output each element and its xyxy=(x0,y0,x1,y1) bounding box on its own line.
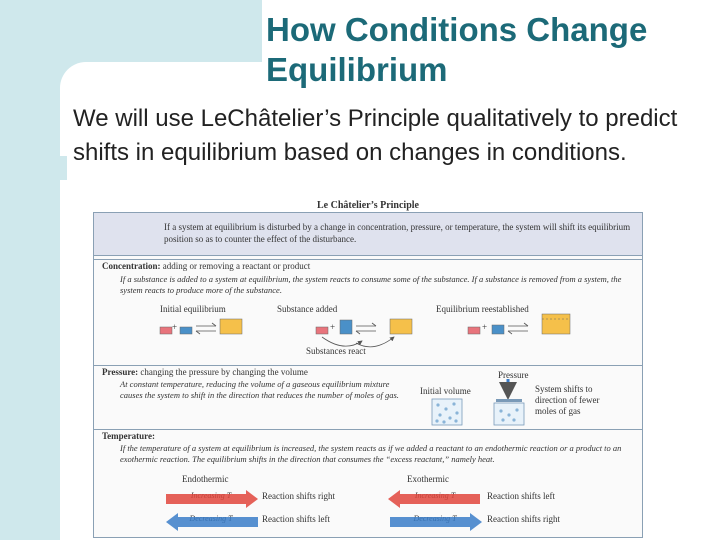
title-line-2: Equilibrium xyxy=(266,51,448,88)
bar-added-product xyxy=(390,319,412,334)
equilibrium-arrows-3 xyxy=(508,323,528,334)
pressure-description: At constant temperature, reducing the volume of a gaseous equilibrium mixture causes the system to shift in the direction that reduces the number of moles of gas. xyxy=(120,379,399,400)
temperature-description: If the temperature of a system at equilibrium is increased, the system reacts as if we added a reactant to an endothermic reaction or a product to an exothermic reaction. The equilibrium shifts in the direction that consumes the “excess reactant,” namely heat. xyxy=(120,443,622,464)
piston xyxy=(496,399,522,402)
bar-final-reactant-a xyxy=(468,327,480,334)
plus-sign-2: + xyxy=(330,322,336,332)
endo-decreasing-arrow xyxy=(166,513,258,531)
plus-sign-3: + xyxy=(482,322,488,332)
react-arrow-left xyxy=(322,337,362,346)
figure-box xyxy=(93,212,643,538)
endo-shift-right: Reaction shifts right xyxy=(262,491,335,501)
bar-initial-reactant-a xyxy=(160,327,172,334)
slide-body-text: We will use LeChâtelier’s Principle qualitatively to predict shifts in equilibrium based on changes in conditions. xyxy=(73,105,678,166)
exo-decreasing-arrow xyxy=(390,513,482,531)
exo-shift-left: Reaction shifts left xyxy=(487,491,555,501)
figure-graphics xyxy=(94,213,642,537)
label-endothermic: Endothermic xyxy=(182,474,229,484)
label-equilibrium-reestablished: Equilibrium reestablished xyxy=(436,304,529,314)
exo-increasing-arrow xyxy=(388,490,480,508)
concentration-heading-rest: adding or removing a reactant or product xyxy=(160,261,311,271)
endo-increasing-arrow xyxy=(166,490,258,508)
label-system-shifts: System shifts to direction of fewer moles of gas xyxy=(535,384,600,416)
label-initial-equilibrium: Initial equilibrium xyxy=(160,304,226,314)
bar-added-reactant-b xyxy=(340,320,352,334)
equilibrium-arrows-1 xyxy=(196,323,216,334)
label-initial-volume: Initial volume xyxy=(420,386,471,396)
concentration-heading-bold: Concentration: xyxy=(102,261,161,271)
label-pressure: Pressure xyxy=(498,370,529,380)
react-arrow-right xyxy=(356,337,394,347)
pressure-heading-rest: changing the pressure by changing the volume xyxy=(138,367,308,377)
exo-shift-right: Reaction shifts right xyxy=(487,514,560,524)
bar-added-reactant-a xyxy=(316,327,328,334)
bar-final-product xyxy=(542,314,570,334)
slide-title xyxy=(266,10,706,90)
bar-initial-reactant-b xyxy=(180,327,192,334)
plus-sign-1: + xyxy=(172,322,178,332)
pressure-heading-bold: Pressure: xyxy=(102,367,139,377)
temperature-heading-bold: Temperature: xyxy=(102,431,155,441)
endo-shift-left: Reaction shifts left xyxy=(262,514,330,524)
title-line-1: How Conditions Change xyxy=(266,11,648,48)
equilibrium-arrows-2 xyxy=(356,323,376,334)
slide-side-band xyxy=(0,100,60,540)
figure-title: Le Châtelier’s Principle xyxy=(316,200,419,211)
bar-initial-product xyxy=(220,319,242,334)
concentration-description: If a substance is added to a system at equilibrium, the system reacts to consume some of the substance. If a substance is removed from a system, the system reacts to produce more of the substance. xyxy=(120,274,622,295)
figure-intro-text: If a system at equilibrium is disturbed by a change in concentration, pressure, or temperature, the system will shift its equilibrium position so as to counter the effect of the disturbance. xyxy=(164,222,631,244)
label-substance-added: Substance added xyxy=(277,304,338,314)
label-exothermic: Exothermic xyxy=(407,474,449,484)
bar-final-reactant-b xyxy=(492,325,504,334)
le-chatelier-figure xyxy=(93,200,643,538)
label-substances-react: Substances react xyxy=(306,346,366,356)
slide-side-tab xyxy=(58,156,67,180)
